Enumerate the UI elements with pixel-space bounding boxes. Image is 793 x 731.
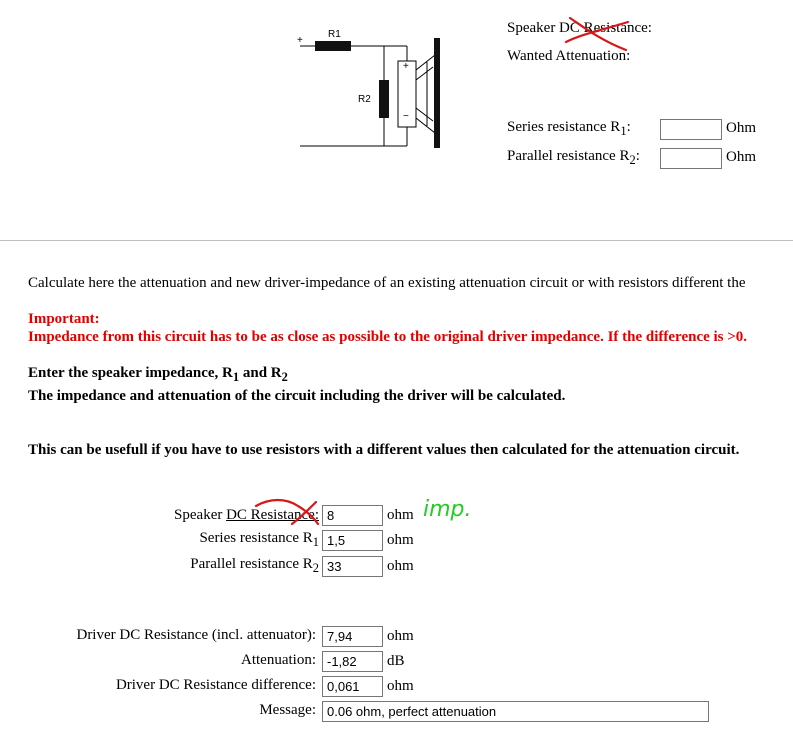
calc-speaker-input[interactable]: 8 xyxy=(322,505,383,526)
message-output: 0.06 ohm, perfect attenuation xyxy=(322,701,709,722)
calc-series-unit: ohm xyxy=(387,532,414,548)
driver-resistance-label: Driver DC Resistance (incl. attenuator): xyxy=(76,627,316,643)
driver-resistance-output: 7,94 xyxy=(322,626,383,647)
imp-annotation: imp. xyxy=(423,497,472,522)
calc-series-label: Series resistance $R_1$ xyxy=(199,530,319,549)
calc-speaker-unit: ohm xyxy=(387,507,414,523)
useful-note: This can be usefull if you have to use resistors with a different values then calculated for the attenuation circuit. xyxy=(28,442,740,458)
resistance-difference-label: Driver DC Resistance difference: xyxy=(115,677,316,693)
circuit-diagram xyxy=(290,28,450,153)
top-parallel-unit: Ohm xyxy=(726,149,756,165)
top-speaker-label: Speaker DC Resistance: xyxy=(507,20,652,36)
top-series-input[interactable] xyxy=(660,119,722,140)
speaker-baffle xyxy=(434,38,440,148)
intro-text: Calculate here the attenuation and new driver-impedance of an existing attenuation circuit or with resistors different the xyxy=(28,275,746,291)
important-text: Impedance from this circuit has to be as close as possible to the original driver impedance. If the difference is >0. xyxy=(28,329,748,345)
red-strikethrough-scribble-2 xyxy=(252,496,324,530)
resistance-difference-unit: ohm xyxy=(387,678,414,694)
top-parallel-label: Parallel resistance $R_2$: xyxy=(507,148,640,167)
resistance-difference-output: 0,061 xyxy=(322,676,383,697)
attenuation-output: -1,82 xyxy=(322,651,383,672)
calc-parallel-label: Parallel resistance $R_2$ xyxy=(190,556,319,575)
speaker-minus-sign: − xyxy=(403,111,409,122)
speaker-plus-sign: + xyxy=(403,61,409,72)
calc-parallel-unit: ohm xyxy=(387,558,414,574)
r1-label: R1 xyxy=(328,29,341,40)
circuit-plus-sign: + xyxy=(297,35,303,46)
top-parallel-input[interactable] xyxy=(660,148,722,169)
driver-resistance-unit: ohm xyxy=(387,628,414,644)
enter-instruction: Enter the speaker impedance, $R_1$ and $R_2$ xyxy=(28,365,288,384)
calc-instruction: The impedance and attenuation of the circuit including the driver will be calculated. xyxy=(28,388,566,404)
attenuation-unit: dB xyxy=(387,653,405,669)
r2-resistor xyxy=(379,80,389,118)
top-attenuation-label: Wanted Attenuation: xyxy=(507,48,631,64)
attenuation-label: Attenuation: xyxy=(241,652,316,668)
important-label: Important: xyxy=(28,311,100,327)
section-divider xyxy=(0,240,793,241)
top-series-unit: Ohm xyxy=(726,120,756,136)
calc-speaker-label: Speaker DC Resistance: xyxy=(174,507,319,523)
calc-parallel-input[interactable]: 33 xyxy=(322,556,383,577)
r2-label: R2 xyxy=(358,94,371,105)
calc-series-input[interactable]: 1,5 xyxy=(322,530,383,551)
r1-resistor xyxy=(315,41,351,51)
top-series-label: Series resistance $R_1$: xyxy=(507,119,631,138)
message-label: Message: xyxy=(259,702,316,718)
